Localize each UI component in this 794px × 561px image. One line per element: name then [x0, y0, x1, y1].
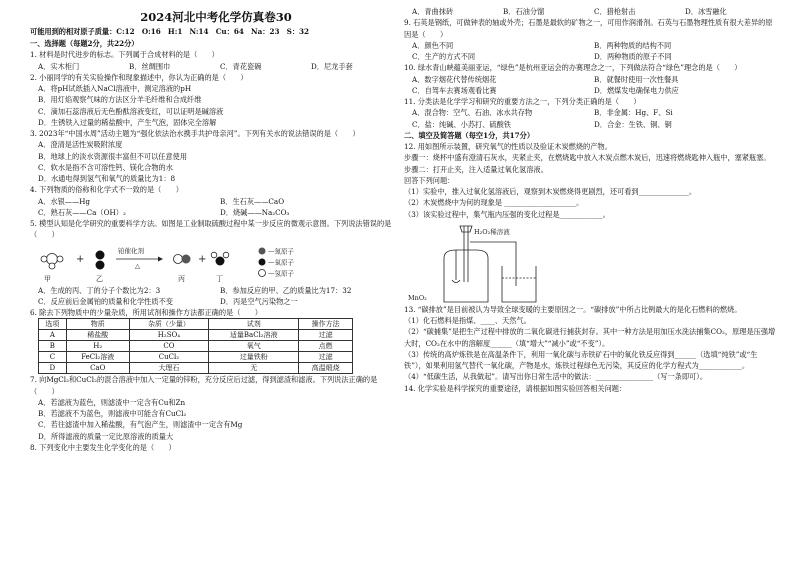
- option: A．生成的丙、丁的分子个数比为2：3: [38, 285, 161, 295]
- question-14: 14. 化学实验是科学探究的重要途径，请根据如图实验回答相关问题：: [404, 383, 627, 393]
- option: A．将pH试纸插入NaCl溶液中，测定溶液的pH: [38, 84, 192, 93]
- option: D．所得滤液的质量一定比原溶液的质量大: [38, 431, 174, 441]
- option: C．滴加石蕊溶液后无色酚酞溶液变红，可以证明是碱溶液: [38, 106, 224, 116]
- q12-step-2: 步骤二：打开止夹，注入适量过氧化氢溶液。: [404, 164, 548, 174]
- svg-text:+: +: [76, 253, 85, 265]
- option: B．若滤液不为蓝色，则滤液中可能含有CuCl₂: [38, 409, 187, 418]
- molecule-yi: [96, 250, 105, 269]
- reaction-diagram: [30, 241, 402, 285]
- atomic-masses: 可能用到的相对原子质量：C:12 O:16 H:1 N:14 Cu：64 Na：23 S：32: [30, 27, 310, 36]
- table-cell: 点燃: [299, 341, 353, 352]
- table-cell: 过量铁粉: [209, 352, 299, 363]
- table-cell: 无: [209, 363, 299, 374]
- table-row: [39, 330, 353, 341]
- apparatus-figure: [404, 220, 776, 304]
- table-cell: H₂: [66, 341, 129, 352]
- question-9: 9. 石英是钢纸，可做钟表的轴或外壳；石墨是最软的矿物之一，可用作润滑剂。石英与石墨物理性质有很大差异的原因是（ ）: [404, 18, 773, 39]
- q12-part-3: （3）该实验过程中，集气瓶内压强的变化过程是____________。: [404, 209, 610, 219]
- label-bing: 丙: [178, 274, 185, 283]
- option: D．丙是空气污染物之一: [220, 296, 298, 306]
- question-1: 1. 材料是时代进步的标志。下列属于合成材料的是（ ）: [30, 50, 219, 60]
- question-3: 3. 2023年“中国水周”活动主题为“强化依法治水携手共护母亲河”。下列有关水的说法错误的是（ ）: [30, 129, 360, 138]
- question-12: 12. 用如图所示装置，研究氧气的性质以及验证木炭燃烧的产物。: [404, 142, 612, 151]
- h2o2-label: H₂O₂稀溶液: [474, 227, 510, 236]
- molecule-bing: [174, 254, 191, 263]
- table-row: [39, 352, 353, 363]
- question-9-options: [404, 40, 776, 63]
- option: D．合金：生铁、铜、铜: [594, 119, 672, 129]
- table-cell: D: [39, 363, 67, 374]
- option: D．烧碱——Na₂CO₃: [220, 207, 290, 217]
- question-10-options: [404, 74, 776, 97]
- legend-hydrogen: —氢原子: [268, 269, 294, 277]
- option: D．两种物质的原子不同: [594, 52, 672, 61]
- label-yi: 乙: [96, 274, 103, 283]
- svg-text:+: +: [198, 253, 207, 265]
- section-1-heading: 一、选择题（每题2分，共22分）: [30, 39, 139, 48]
- option: D．燃煤发电确保电力供应: [594, 85, 679, 95]
- option: A．若滤液为蓝色，则滤渣中一定含有Cu和Zn: [38, 397, 186, 407]
- question-4: 4. 下列物质的俗称和化学式不一致的是（ ）: [30, 185, 183, 195]
- option: B．石油分馏: [503, 7, 545, 16]
- apparatus-diagram: [404, 220, 776, 304]
- question-11: 11. 分类法是化学学习和研究的重要方法之一，下列分类正确的是（ ）: [404, 97, 641, 106]
- option: A．水银——Hg: [38, 196, 90, 206]
- mno2-label: MnO₂: [408, 293, 427, 302]
- option: D．生锈铁入过量的稀盐酸中，产生气泡，固体完全溶解: [38, 117, 217, 127]
- question-4-options: [30, 196, 402, 219]
- option: C．青花瓷碗: [220, 61, 262, 71]
- table-cell: 过滤: [299, 352, 353, 363]
- table-header: 杂质（少量）: [129, 319, 209, 330]
- label-ding: 丁: [216, 274, 223, 283]
- legend-o-swatch: [259, 258, 266, 265]
- table-cell: FeCl₂溶液: [66, 352, 129, 363]
- option: B．参加反应的甲、乙的质量比为17：32: [220, 285, 352, 295]
- molecule-ding: [211, 252, 229, 265]
- table-cell: 适量BaCl₂溶液: [209, 330, 299, 341]
- impurity-table: [38, 318, 353, 374]
- option: B．就餐时使用一次性餐具: [594, 74, 679, 84]
- option: A．实木柜门: [38, 61, 80, 71]
- question-11-options: [404, 107, 776, 130]
- table-cell: CuCl₂: [129, 352, 209, 363]
- legend-n-swatch: [259, 247, 266, 254]
- legend-h-swatch: [259, 269, 266, 276]
- label-jia: 甲: [44, 274, 51, 283]
- option: C．软水是指不含可溶性钙、镁化合物的水: [38, 162, 173, 172]
- option: C．生产的方式不同: [412, 52, 476, 61]
- option: C．反应前后金属铂的质量和化学性质不变: [38, 296, 173, 306]
- table-cell: 过滤: [299, 330, 353, 341]
- table-cell: C: [39, 352, 67, 363]
- option: B．丝绸围巾: [129, 61, 171, 71]
- table-cell: 稀盐酸: [66, 330, 129, 341]
- question-2: 2. 小丽同学的有关实验操作和现象描述中，你认为正确的是（ ）: [30, 72, 248, 82]
- option: C．猎枪射击: [594, 7, 636, 16]
- q12-part-2: （2）木炭燃烧中为何的现象是 ____________________。: [404, 198, 584, 208]
- table-cell: A: [39, 330, 67, 341]
- table-cell: B: [39, 341, 67, 352]
- question-5-options: [30, 285, 402, 308]
- table-header-row: [39, 319, 353, 330]
- table-cell: CaO: [66, 363, 129, 374]
- left-column: [30, 38, 402, 453]
- right-column: [404, 6, 776, 394]
- option: A．青曲抹砖: [412, 7, 454, 16]
- question-7: 7. 向MgCl₂和CuCl₂的混合溶液中加入一定量的锌粉，充分反应后过滤，得到滤渣和滤液。下列说法正确的是（ ）: [30, 375, 378, 396]
- q13-part-1: （1）化石燃料是指煤、____、天然气。: [404, 316, 531, 325]
- question-1-options: [30, 61, 402, 72]
- table-row: [39, 341, 353, 352]
- table-row: [39, 363, 353, 374]
- option: B．两种物质的结构不同: [594, 40, 672, 50]
- question-6: 6. 除去下列物质中的少量杂质，所用试剂和操作方法都正确的是（ ）: [30, 308, 262, 317]
- option: B．非金属：Hg、F、Si: [594, 108, 673, 118]
- table-header: 物质: [66, 319, 129, 330]
- q13-part-2: （2）“碳捕集”是把生产过程中排放的二氧化碳进行捕获封存。其中一种方法是用加压水洗法捕集CO₂，原理是压强增大时，CO₂在水中的溶解度______（填“增大”“减小”或“不变”）。: [404, 327, 776, 348]
- option: B．地球上的淡水资源很丰富但不可以任意使用: [38, 151, 188, 161]
- q12-prompt: 回答下列问题：: [404, 175, 455, 185]
- option: A．数字烟花代替传统烟花: [412, 74, 497, 84]
- table-header: 试剂: [209, 319, 299, 330]
- table-cell: 大理石: [129, 363, 209, 374]
- option: C．盐：纯碱、小苏打、硫酸铁: [412, 119, 511, 129]
- q12-part-1: （1）实验中，推入过氧化氢溶液后，观察到木炭燃烧得更剧烈，还可看到______________。: [404, 187, 697, 196]
- option: D．冰雪融化: [685, 7, 727, 16]
- table-cell: 氧气: [209, 341, 299, 352]
- legend-oxygen: —氧原子: [268, 258, 294, 266]
- option: C．自驾车去赛场观看比赛: [412, 85, 497, 95]
- table-cell: 高温煅烧: [299, 363, 353, 374]
- heat-symbol: △: [135, 261, 140, 270]
- section-2-heading: 二、填空及简答题（每空1分，共17分）: [404, 130, 535, 140]
- legend-nitrogen: —氮原子: [268, 247, 294, 255]
- question-5: 5. 模型认知是化学研究的重要科学方法。如图是工业制取硫酸过程中某一步反应的微观示意图。下列说法错误的是（ ）: [30, 219, 392, 240]
- molecule-diagram: [30, 241, 402, 285]
- option: B．生石灰——CaO: [220, 196, 285, 206]
- q12-step-1: 步骤一：烧杯中盛有澄清石灰水，夹紧止夹，在燃烧匙中放入木炭点燃木炭后，迅速将燃烧匙伸入瓶中，塞紧瓶塞。: [404, 153, 771, 163]
- catalyst-label: 铂催化剂: [118, 246, 144, 255]
- table-header: 选项: [39, 319, 67, 330]
- table-cell: H₂SO₄: [129, 330, 209, 341]
- option: D．尼龙手套: [311, 61, 353, 71]
- table-header: 操作方法: [299, 319, 353, 330]
- page-title: 2024河北中考化学仿真卷30: [140, 10, 292, 24]
- molecule-jia: [41, 253, 63, 269]
- option: C．若往滤渣中加入稀盐酸，有气泡产生，则滤渣中一定含有Mg: [38, 420, 243, 430]
- table-cell: CO: [129, 341, 209, 352]
- option: A．混合物：空气、石油、冰水共存物: [412, 108, 533, 118]
- option: A．颜色不同: [412, 40, 454, 50]
- question-10: 10. 绿水青山峡蕴美丽亚运，“绿色”是杭州亚运会的办赛理念之一，下列做法符合“绿色”理念的是（ ）: [404, 63, 742, 73]
- question-13: 13. “碳排放”是目前被认为导致全球变暖的主要原因之一。“碳排放”中所占比例最大的是化石燃料的燃烧。: [404, 304, 742, 314]
- option: C．熟石灰——Ca（OH）₂: [38, 207, 126, 217]
- option: D．水通电得到氢气和氧气的质量比为1：8: [38, 174, 176, 183]
- question-8-options: [404, 6, 776, 17]
- question-8: 8. 下列变化中主要发生化学变化的是（ ）: [30, 442, 176, 452]
- q13-part-4: （4）“低碳生活，从我做起”。请写出你日常生活中的做法：________________（写一条即可）。: [404, 372, 708, 382]
- q13-part-3: （3）传统的高炉炼铁是在高温条件下，利用一氧化碳与赤铁矿石中的氧化铁反应得到______（选填“纯铁”或“生铁”），如果利用氢气替代一氧化碳，产物是水，炼铁过程绿色无污染，其反应的化学方程式为____________。: [404, 349, 758, 370]
- option: B．用灯焰观察气味的方法区分羊毛纤维和合成纤维: [38, 95, 202, 105]
- option: A．澄清是活性炭吸附浓度: [38, 140, 123, 150]
